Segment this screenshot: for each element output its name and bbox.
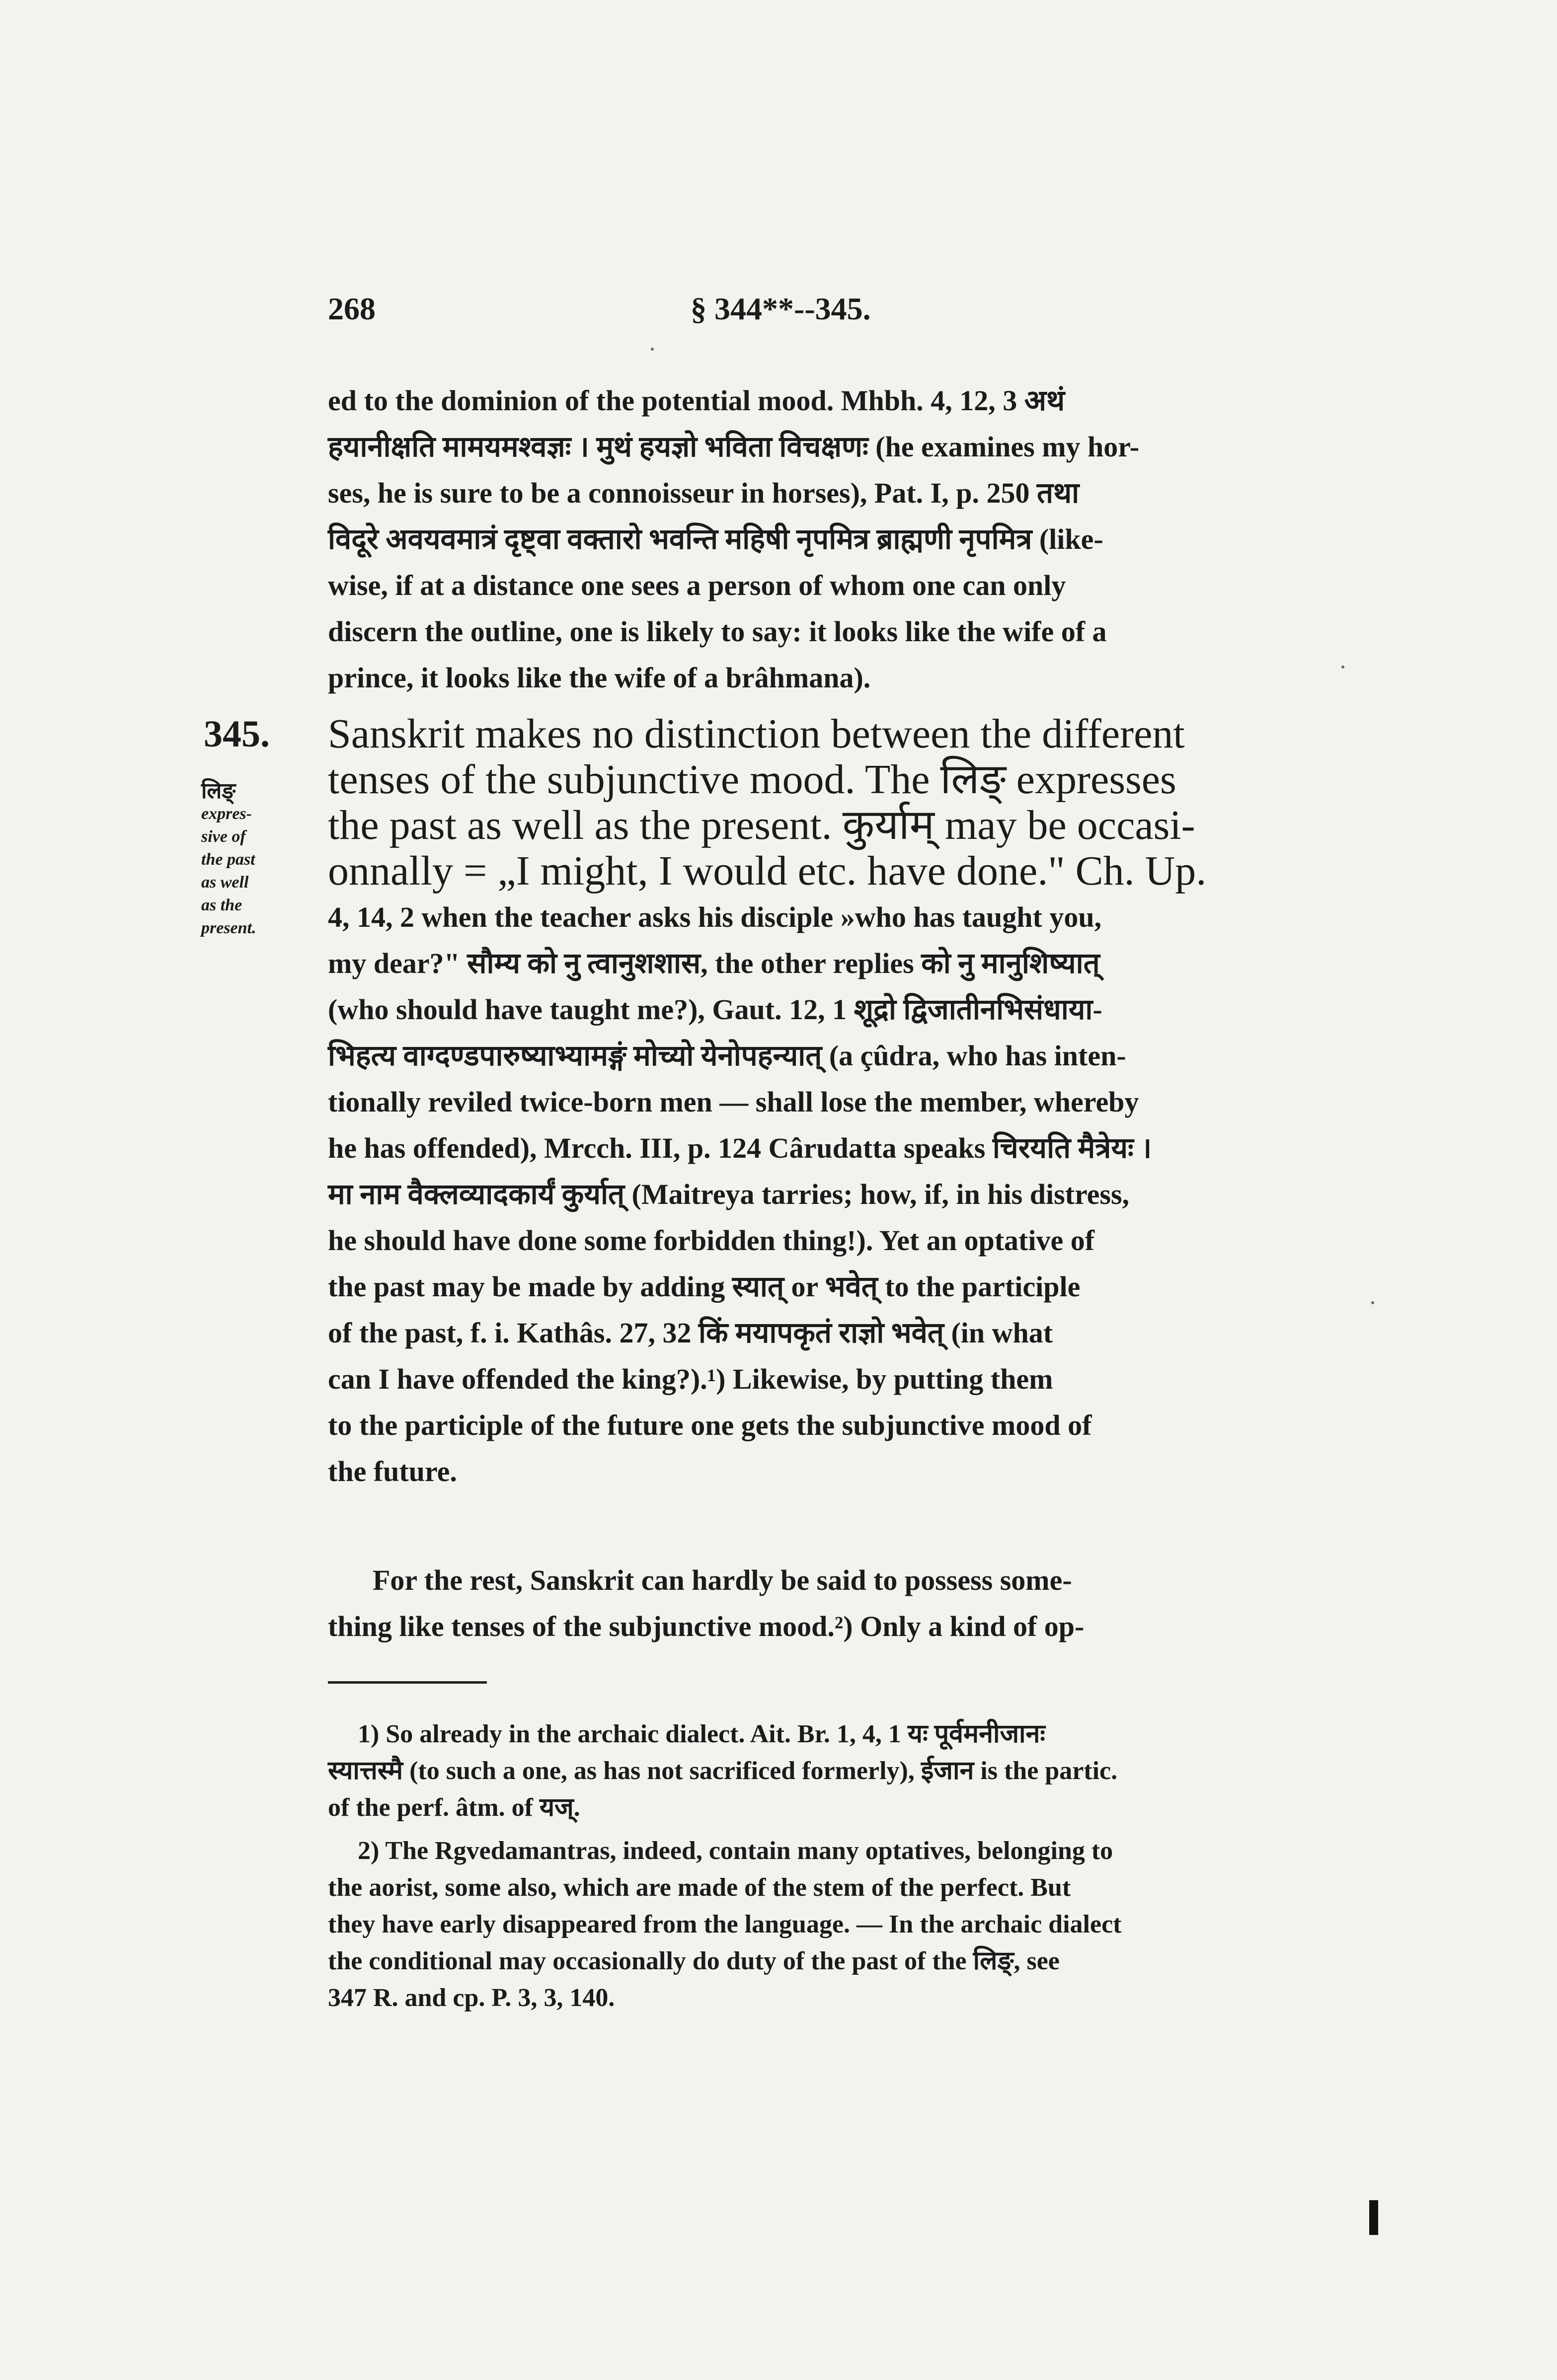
section-345-body bbox=[328, 894, 1336, 1494]
footnote-line: स्यात्तस्मै (to such a one, as has not sacrificed formerly), ईजान is the partic. bbox=[328, 1757, 1118, 1785]
text-line: the past may be made by adding स्यात् or भवेत् to the participle bbox=[328, 1270, 1081, 1303]
scan-artifact-mark bbox=[1369, 2200, 1378, 2235]
intro-paragraph bbox=[328, 377, 1336, 701]
text-line: my dear?" सौम्य को नु त्वानुशशास, the other replies को नु मानुशिष्यात् bbox=[328, 947, 1100, 979]
text-line: tionally reviled twice-born men — shall lose the member, whereby bbox=[328, 1086, 1139, 1118]
text-line: wise, if at a distance one sees a person of whom one can only bbox=[328, 569, 1066, 601]
margin-note-line: expres- bbox=[201, 805, 252, 823]
footnote-line: 1) So already in the archaic dialect. Ait. Br. 1, 4, 1 यः पूर्वमनीजानः bbox=[358, 1720, 1045, 1748]
margin-note-line: present. bbox=[201, 919, 256, 937]
margin-note bbox=[201, 780, 323, 940]
text-line: tenses of the subjunctive mood. The लिङ् expresses bbox=[328, 756, 1176, 803]
rest-paragraph bbox=[328, 1557, 1336, 1649]
text-line: हयानीक्षति मामयमश्वज्ञः । मुथं हयज्ञो भविता विचक्षणः (he examines my hor- bbox=[328, 431, 1140, 463]
scan-speck bbox=[1341, 666, 1344, 669]
text-line: discern the outline, one is likely to say: it looks like the wife of a bbox=[328, 615, 1107, 648]
text-line: he has offended), Mrcch. III, p. 124 Cârudatta speaks चिरयति मैत्रेयः । bbox=[328, 1132, 1152, 1164]
scan-speck bbox=[1371, 1301, 1374, 1304]
footnote-line: they have early disappeared from the language. — In the archaic dialect bbox=[328, 1910, 1122, 1938]
section-range: § 344**--345. bbox=[691, 291, 871, 326]
footnote-line: of the perf. âtm. of यज्. bbox=[328, 1793, 580, 1822]
text-line: can I have offended the king?).¹) Likewise, by putting them bbox=[328, 1363, 1053, 1395]
text-line: भिहत्य वाग्दण्डपारुष्याभ्यामङ्गं मोच्यो येनोपहन्यात् (a çûdra, who has inten- bbox=[328, 1040, 1126, 1072]
page-number: 268 bbox=[328, 291, 376, 326]
text-line: of the past, f. i. Kathâs. 27, 32 किं मयापकृतं राज्ञो भवेत् (in what bbox=[328, 1317, 1053, 1349]
margin-note-line: as the bbox=[201, 896, 242, 914]
margin-note-line: the past bbox=[201, 850, 255, 869]
text-line: onnally = „I might, I would etc. have done." Ch. Up. bbox=[328, 848, 1207, 894]
text-line: to the participle of the future one gets the subjunctive mood of bbox=[328, 1409, 1092, 1441]
margin-note-line: as well bbox=[201, 873, 249, 892]
text-line: 4, 14, 2 when the teacher asks his disciple »who has taught you, bbox=[328, 901, 1102, 933]
text-line: thing like tenses of the subjunctive mood.²) Only a kind of op- bbox=[328, 1610, 1085, 1642]
text-line: the past as well as the present. कुर्याम् may be occasi- bbox=[328, 802, 1195, 848]
footnote-line: the conditional may occasionally do duty of the past of the लिङ्, see bbox=[328, 1947, 1060, 1975]
margin-note-line: sive of bbox=[201, 827, 246, 846]
text-line: ed to the dominion of the potential mood. Mhbh. 4, 12, 3 अथं bbox=[328, 384, 1065, 417]
text-line: विदूरे अवयवमात्रं दृष्ट्वा वक्तारो भवन्ति महिषी नृपमित्र ब्राह्मणी नृपमित्र (like- bbox=[328, 523, 1103, 555]
footnote-2 bbox=[328, 1833, 1341, 2016]
footnote-divider bbox=[328, 1681, 487, 1684]
scan-speck bbox=[651, 348, 654, 351]
margin-note-line: लिङ् bbox=[201, 779, 236, 803]
footnote-line: 2) The Rgvedamantras, indeed, contain many optatives, belonging to bbox=[358, 1837, 1113, 1865]
text-line: prince, it looks like the wife of a brâhmana). bbox=[328, 662, 871, 694]
section-345-lead bbox=[328, 711, 1336, 894]
text-line: Sanskrit makes no distinction between the different bbox=[328, 711, 1185, 757]
running-header bbox=[328, 291, 1272, 335]
text-line: मा नाम वैक्लव्यादकार्यं कुर्यात् (Maitreya tarries; how, if, in his distress, bbox=[328, 1178, 1130, 1210]
text-line: ses, he is sure to be a connoisseur in horses), Pat. I, p. 250 तथा bbox=[328, 477, 1080, 509]
footnote-line: 347 R. and cp. P. 3, 3, 140. bbox=[328, 1984, 615, 2012]
text-line: he should have done some forbidden thing!). Yet an optative of bbox=[328, 1224, 1095, 1257]
text-line: For the rest, Sanskrit can hardly be said to possess some- bbox=[373, 1564, 1072, 1596]
footnote-1 bbox=[328, 1716, 1341, 1826]
footnote-line: the aorist, some also, which are made of the stem of the perfect. But bbox=[328, 1873, 1071, 1902]
section-number: 345. bbox=[204, 713, 270, 755]
text-line: the future. bbox=[328, 1455, 457, 1488]
text-line: (who should have taught me?), Gaut. 12, 1 शूद्रो द्विजातीनभिसंधाया- bbox=[328, 993, 1102, 1026]
